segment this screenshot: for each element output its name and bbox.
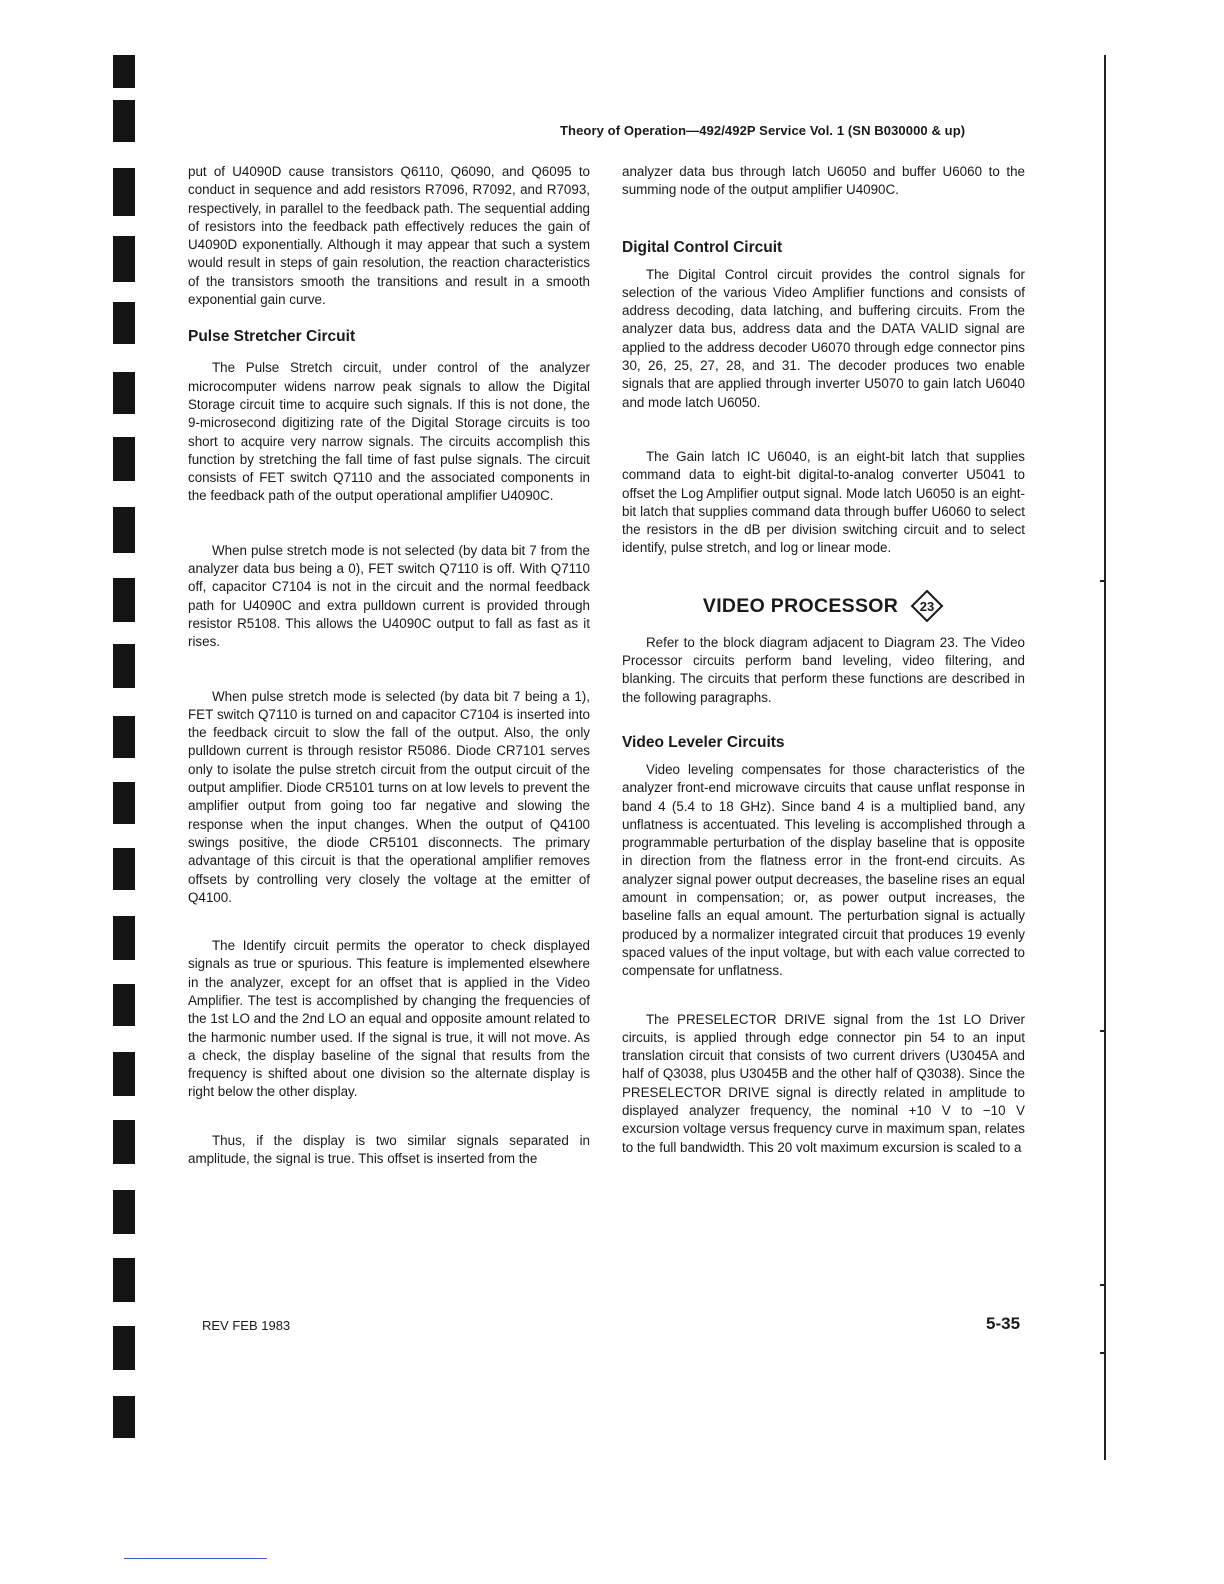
paragraph: The Identify circuit permits the operator to check displayed signals as true or spurious. This feature is implemented elsewhere in the analyzer, except for an offset that is applied in the Video Amplifier. The test is accomplished by changing the frequencies of the 1st LO and the 2nd LO an equal and opposite amount related to the harmonic number used. If the signal is true, it will not move. As a check, the display baseline of the signal that results from the frequency is shifted about one division so the alternate display is right below the other display. xyxy=(188,938,590,1100)
margin-tick xyxy=(1100,580,1105,582)
paragraph: Thus, if the display is two similar signals separated in amplitude, the signal is true. This offset is inserted from the xyxy=(188,1132,590,1167)
right-column xyxy=(622,163,1025,1157)
margin-tick xyxy=(1100,1030,1105,1032)
edge-mark xyxy=(113,302,135,344)
paragraph: put of U4090D cause transistors Q6110, Q6090, and Q6095 to conduct in sequence and add resistors R7096, R7092, and R7093, respectively, in parallel to the feedback path. The sequential adding of resistors into the feedback path effectively reduces the gain of U4090D exponentially. Although it may appear that such a system would result in steps of gain resolution, the reaction characteristics of the transistors smooth the transitions and result in a smooth exponential gain curve. xyxy=(188,164,590,308)
edge-mark xyxy=(113,1190,135,1234)
paragraph: analyzer data bus through latch U6050 and buffer U6060 to the summing node of the output amplifier U4090C. xyxy=(622,164,1025,198)
heading-pulse-stretcher: Pulse Stretcher Circuit xyxy=(188,328,356,346)
edge-mark xyxy=(113,55,135,88)
page-number: 5-35 xyxy=(986,1314,1021,1333)
edge-mark xyxy=(113,1258,135,1302)
paragraph: The Digital Control circuit provides the control signals for selection of the various Video Amplifier functions and consists of address decoding, data latching, and buffering circuits. From the analyzer data bus, address data and the DATA VALID signal are applied to the address decoder U6070 through edge connector pins 30, 26, 25, 27, 28, and 31. The decoder produces two enable signals that are applied through inverter U5070 to gain latch U6040 and mode latch U6050. xyxy=(622,266,1025,410)
edge-mark xyxy=(113,1396,135,1438)
edge-mark xyxy=(113,236,135,282)
edge-mark xyxy=(113,916,135,960)
edge-mark xyxy=(113,716,135,758)
right-margin-line xyxy=(1104,55,1106,1460)
edge-mark xyxy=(113,372,135,414)
heading-digital-control: Digital Control Circuit xyxy=(622,238,783,256)
paragraph: The PRESELECTOR DRIVE signal from the 1st LO Driver circuits, is applied through edge connector pin 54 to an input translation circuit that consists of two current drivers (U3045A and half of Q3038, plus U3045B and the other half of Q3038). Since the PRESELECTOR DRIVE signal is directly related in amplitude to displayed analyzer frequency, the nominal +10 V to −10 V excursion voltage versus frequency curve in maximum span, relates to the full bandwidth. This 20 volt maximum excursion is scaled to a xyxy=(622,1011,1025,1155)
revision-date: REV FEB 1983 xyxy=(202,1318,291,1333)
paragraph: When pulse stretch mode is selected (by data bit 7 being a 1), FET switch Q7110 is turned on and capacitor C7104 is inserted into the feedback circuit to slow the fall of the output. Also, the only pulldown current is through resistor R5086. Diode CR7101 serves only to isolate the pulse stretch circuit from the output circuit of the output amplifier. Diode CR5101 turns on at low levels to prevent the amplifier output from going too far negative and slowing the response when the input changes. When the output of Q4100 swings positive, the diode CR5101 disconnects. The primary advantage of this circuit is that the operational amplifier removes offsets by controlling very closely the voltage at the emitter of Q4100. xyxy=(188,688,590,905)
edge-mark xyxy=(113,168,135,216)
paragraph: Video leveling compensates for those characteristics of the analyzer front-end microwave circuits that cause unflat response in band 4 (5.4 to 18 GHz). Since band 4 is a multiplied band, any unflatness is accentuated. This leveling is accomplished through a programmable perturbation of the display baseline that is opposite in direction from the flatness error in the front-end circuits. As analyzer signal power output decreases, the baseline rises an equal amount in compensation; or, as power output increases, the baseline falls an equal amount. The perturbation signal is actually produced by a normalizer integrated circuit that produces 19 evenly spaced values of the input voltage, but with each value corrected to compensate for unflatness. xyxy=(622,761,1025,979)
edge-mark xyxy=(113,578,135,622)
edge-mark xyxy=(113,100,135,142)
paragraph: Refer to the block diagram adjacent to Diagram 23. The Video Processor circuits perform band leveling, video filtering, and blanking. The circuits that perform these functions are described in the following paragraphs. xyxy=(622,634,1025,705)
section-title-video-processor xyxy=(622,588,1025,624)
diagram-reference-icon xyxy=(910,589,944,623)
edge-mark xyxy=(113,437,135,481)
edge-mark xyxy=(113,848,135,890)
running-header: Theory of Operation—492/492P Service Vol. 1 (SN B030000 & up) xyxy=(560,123,966,138)
section-title-text: VIDEO PROCESSOR xyxy=(702,594,899,617)
edge-mark xyxy=(113,507,135,553)
paragraph: The Gain latch IC U6040, is an eight-bit latch that supplies command data to eight-bit digital-to-analog converter U5041 to offset the Log Amplifier output signal. Mode latch U6050 is an eight-bit latch that supplies command data through buffer U6060 to select the resistors in the dB per division switching circuit and to select identify, pulse stretch, and log or linear mode. xyxy=(622,448,1025,556)
paragraph: When pulse stretch mode is not selected (by data bit 7 from the analyzer data bus being a 0), FET switch Q7110 is off. With Q7110 off, capacitor C7104 is not in the circuit and the normal feedback path for U4090C and extra pulldown current is provided through resistor R5108. This allows the U4090C output to fall as fast as it rises. xyxy=(188,542,590,650)
margin-tick xyxy=(1100,1284,1105,1286)
edge-mark xyxy=(113,984,135,1026)
bottom-rule xyxy=(124,1558,267,1559)
left-column xyxy=(188,163,590,1168)
binder-edge-marks xyxy=(0,0,160,1584)
paragraph: The Pulse Stretch circuit, under control of the analyzer microcomputer widens narrow peak signals to allow the Digital Storage circuit time to acquire such signals. If this is not done, the 9-microsecond digitizing rate of the Digital Storage circuits is too short to acquire very narrow signals. The circuits accomplish this function by stretching the fall time of fast pulse signals. The circuit consists of FET switch Q7110 and the associated components in the feedback path of the output operational amplifier U4090C. xyxy=(188,360,590,504)
edge-mark xyxy=(113,1326,135,1370)
edge-mark xyxy=(113,782,135,824)
edge-mark xyxy=(113,1120,135,1164)
edge-mark xyxy=(113,644,135,688)
margin-tick xyxy=(1100,1352,1105,1354)
heading-video-leveler: Video Leveler Circuits xyxy=(622,733,785,751)
edge-mark xyxy=(113,1052,135,1096)
diagram-reference-number: 23 xyxy=(919,598,935,614)
